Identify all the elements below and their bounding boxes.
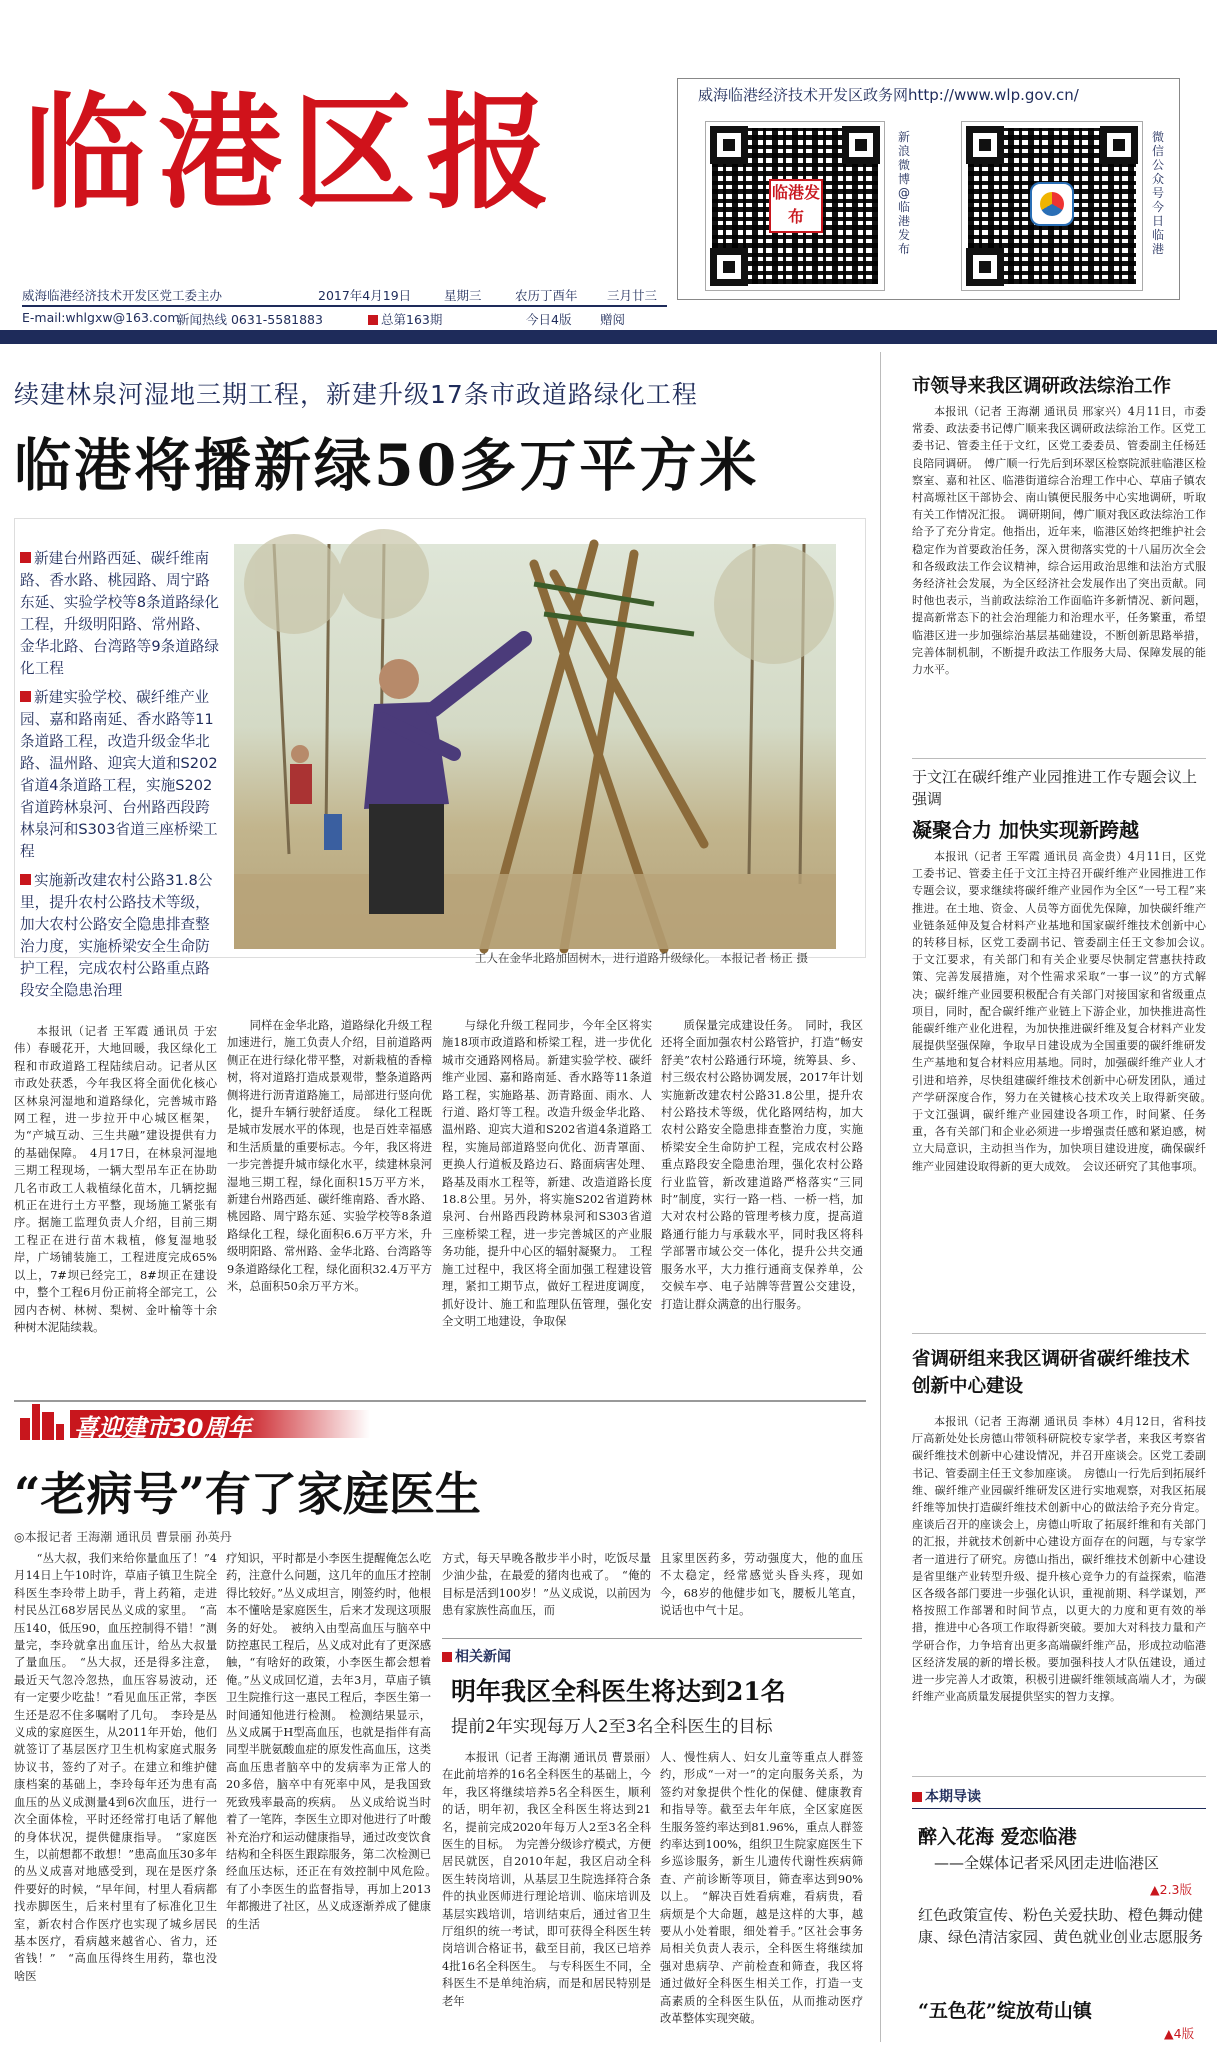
related-marker-icon [442, 1652, 452, 1662]
section-divider [14, 1400, 866, 1402]
weibo-caption: 新浪微博@临港发布 [898, 130, 911, 256]
s3-body: 本报讯（记者 王海潮 通讯员 李林）4月12日，省科技厅高新处处长房德山带领科研院校专家学者，来我区考察省碳纤维技术创新中心建设情况，并召开座谈会。区党工委副书记、管委副主任王文参加座谈。 房德山一行先后到拓展纤维、碳纤维产业园碳纤维研发区进行实地观察，对我区拓展纤维等加快打造碳纤维技术创新中心的做法给予充分肯定。座谈后召开的座谈会上，房德山听取了拓展纤维和有关部门的汇报，并就技术创新中心建设方面存在的问题，与专家学者一道进行了研究。房德山指出，碳纤维技术创新中心建设是省里继产业转型升级、提升核心竞争力的有益探索，临港区各级各部门要进一步强化认识，重视前期、科学谋划，严格按照工作部署和时间节点，以更大的力度和更有效的举措，推进中心各项工作取得新突破。要加大对科技力量和产学研合作，力争培育出更多高端碳纤维产品，形成拉动临港区经济发展的新的增长极。要加强科技人才队伍建设，通过进一步完善人才政策，积极引进碳纤维领域高端人才，为碳纤维产业高质量发展提供坚实的智力支撑。 [912, 1415, 1206, 1704]
lead-photo-art [234, 544, 836, 949]
guide-headline-1: 醉入花海 爱恋临港 [918, 1826, 1077, 1848]
guide-label: 本期导读 [925, 1789, 981, 1805]
website-link[interactable]: 威海临港经济技术开发区政务网http://www.wlp.gov.cn/ [698, 86, 1079, 104]
lunar-year: 农历丁酉年 [515, 288, 578, 303]
guide-marker-icon [912, 1792, 922, 1802]
anniversary-headline: “老病号”有了家庭医生 [14, 1467, 481, 1521]
right-col-divider [880, 352, 881, 2042]
lead-col-2: 同样在金华北路，道路绿化升级工程加速进行，施工负责人介绍，目前道路两侧正在进行绿化带平整，对新栽植的香樟树，将对道路打造成景观带，整条道路两侧将进行沥青道路施工，局部进行竖向优化，提升车辆行驶舒适度。 绿化工程既是城市发展水平的体现，也是百姓幸福感和生活质量的重要标志。今年，我区将进一步完善提升城市绿化水平，续建林泉河湿地三期工程，绿化面积15万平方米，新建台州路西延、碳纤维南路、香水路、桃园路、周宁路东延、实验学校等8条道路绿化工程，绿化面积6.6万平方米，升级明阳路、常州路、金华北路、台湾路等9条道路绿化工程，绿化面积32.4万平方米，总面积50余万平方米。 [227, 1019, 432, 1294]
lead-photo [234, 544, 836, 949]
lead-kicker: 续建林泉河湿地三期工程，新建升级17条市政道路绿化工程 [14, 380, 698, 409]
lead-col-4: 质保量完成建设任务。 同时，我区还将全面加强农村公路管护，打造“畅安舒美”农村公路通行环境，统筹县、乡、村三级农村公路协调发展，2017年计划实施新改建农村公路31.8公里，提升农村公路技术等级，优化路网结构，加大农村公路安全隐患排查整治力度，实施桥梁安全生命防护工程，完成农村公路重点路段安全隐患治理，强化农村公路行业监管，新改建道路严格落实“三同时”制度，实行一路一档、一桥一档，加大对农村公路的管理考核力度，提高道路通行能力与承载水平，同时我区将科学部署市域公交一体化，提升公共交通服务水平，大力推行通商支保养单，公交候车亭、电子站牌等营置公交建设，打造让群众满意的出行服务。 [661, 1019, 863, 1311]
price: 赠阅 [600, 312, 626, 327]
anniv-col-1: “丛大叔，我们来给你量血压了！”4月14日上午10时许，草庙子镇卫生院全科医生李玲带上助手，背上药箱，走进村民丛江68岁居民丛义成的家里。 “高压140，低压90，血压控制得不错！”测量完，李玲就拿出血压计，给丛大叔量了量血压。 “丛大叔，还是得多注意，最近天气忽冷忽热，血压容易波动，还有一定要少吃盐！”看见血压正常，李医生还是忍不住多嘱咐了几句。 李玲是丛义成的家庭医生，从2011年开始，他们就签订了基层医疗卫生机构家庭式服务协议书，签约了对子。在建立和维护健康档案的基础上，李玲每年还为患有高血压的丛义成测量4到6次血压，进行一次全面体检，平时还经常打电话了解他的身体状况，提供健康指导。 “家庭医生，以前想都不敢想！”患高血压30多年的丛义成喜对地感受到，现在是医疗条件要好的时候，“早年间，村里人看病都找赤脚医生，后来村里有了标准化卫生室，新农村合作医疗也实现了城乡居民基本医疗，看病越来越省心、省力，还省钱！” “高血压得终生用药，靠也没啥医 [14, 1552, 217, 1983]
issue-number: 总第163期 [381, 312, 443, 327]
s1-headline: 市领导来我区调研政法综治工作 [912, 376, 1172, 397]
related-label: 相关新闻 [455, 1649, 511, 1665]
issue-date: 2017年4月19日 [318, 288, 412, 303]
news-hotline: 新闻热线 0631-5581883 [177, 312, 323, 327]
lead-bullet: 新建台州路西延、碳纤维南路、香水路、桃园路、周宁路东延、实验学校等8条道路绿化工程，升级明阳路、常州路、金华北路、台湾路等9条道路绿化工程 [20, 550, 220, 677]
guide-page-2[interactable]: ▲4版 [1164, 2026, 1195, 2041]
issue-weekday: 星期三 [444, 288, 482, 303]
masthead-rule [22, 305, 667, 307]
related-col-1: 本报讯（记者 王海潮 通讯员 曹景丽）在此前培养的16名全科医生的基础上，今年，我区将继续培养5名全科医生，顺利的话，明年初，我区全科医生将达到21名，提前完成2020年每万人2至3名全科医生的目标。 为完善分级诊疗模式，方便居民就医，自2010年起，我区启动全科医生转岗培训，从基层卫生院选择符合条件的执业医师进行理论培训、临床培训及基层实践培训，培训结束后，通过省卫生厅组织的统一考试，即可获得全科医生转岗培训合格证书，截至目前，我区已培养4批16名全科医生。 与专科医生不同，全科医生不是单纯治病，而是和居民特别是老年 [442, 1751, 651, 2008]
contact-email: E-mail:whlgxw@163.com [22, 310, 180, 325]
lunar-day: 三月廿三 [607, 288, 658, 303]
s1-body: 本报讯（记者 王海潮 通讯员 邢家兴）4月11日，市委常委、政法委书记傅广顺来我区调研政法综治工作。区党工委书记、管委主任于文红，区党工委委员、管委副主任杨廷良陪同调研。 傅广顺一行先后到环翠区检察院派驻临港区检察室、嘉和社区、临港街道综合治理工作中心、草庙子镇农村高塬社区干部协会、南山镇便民服务中心实地调研，听取有关工作情况汇报。 调研期间，傅广顺对我区政法综治工作给予了充分肯定。他指出，近年来，临港区始终把维护社会稳定作为首要政治任务，深入贯彻落实党的十八届历次全会和各级政法工作会议精神，综合运用政治思维和法治方式服务经济社会发展，为全区经济社会发展作出了突出贡献。同时他也表示，当前政法综治工作面临许多新情况、新问题，提高新常态下的社会治理能力和治理水平，任务繁重，希望临港区进一步加强综治基层基础建设，不断创新思路举措，完善体制机制，不断提升政法工作服务大局、保障发展的能力水平。 [912, 405, 1206, 677]
guide-page-1[interactable]: ▲2.3版 [1150, 1882, 1192, 1897]
guide-body: 红色政策宣传、粉色关爱扶助、橙色舞动健康、绿色清洁家园、黄色就业创业志愿服务 [918, 1906, 1204, 1946]
s2-kicker: 于文江在碳纤维产业园推进工作专题会议上强调 [912, 768, 1198, 808]
lead-headline: 临港将播新绿50多万平方米 [14, 432, 760, 499]
guide-headline-2: “五色花”绽放苟山镇 [918, 2000, 1092, 2022]
publisher-line: 威海临港经济技术开发区党工委主办 [22, 288, 223, 303]
top-rule [0, 330, 1217, 344]
related-headline: 明年我区全科医生将达到21名 [451, 1677, 786, 1706]
photo-caption: 工人在金华北路加固树木，进行道路升级绿化。 本报记者 杨正 摄 [475, 951, 808, 965]
bullet-square-icon [20, 691, 31, 702]
anniv-col-3: 方式，每天早晚各散步半小时，吃饭尽量少油少盐，在最爱的猪肉也戒了。 “俺的目标是活到100岁！”丛义成说，以前因为患有家族性高血压，而 [442, 1552, 651, 1618]
city-skyline-icon [20, 1396, 66, 1440]
wechat-caption: 微信公众号今日临港 [1152, 130, 1165, 256]
s2-body: 本报讯（记者 王军霞 通讯员 高金贵）4月11日，区党工委书记、管委主任于文江主持召开碳纤维产业园推进工作专题会议，要求继续将碳纤维产业园作为全区“一号工程”来推进。在土地、资金、人员等方面优先保障，加快碳纤维产业链条延伸及复合材料产业基地和国家碳纤维技术创新中心的转移目标，区党工委副书记、管委副主任王文参加会议。 于文江要求，有关部门和有关企业要尽快制定营惠扶持政策、完善发展措施，对个性需求采取“一事一议”的方式解决；碳纤维产业园要积极配合有关部门对接国家和省级重点项目，同时，配合碳纤维产业链上下游企业，加快推进高性能碳纤维产业化进程，为加快推进碳纤维及复合材料产业发展提供坚强保障，争取早日建设成为全国重要的碳纤维研发生产基地和复合材料应用基地。同时，加强碳纤维产业人才引进和培养，尽快组建碳纤维技术创新中心研发团队，通过产学研深度合作，努力在关键核心技术攻关上取得新突破。 于文江强调，碳纤维产业园建设各项工作，时间紧、任务重，各有关部门和企业必须进一步增强责任感和紧迫感，树立大局意识，主动担当作为，加快项目建设进度，确保碳纤维产业园建设取得新的更大成效。 会议还研究了其他事项。 [912, 850, 1217, 1173]
guide-sub-1: ——全媒体记者采风团走进临港区 [934, 1854, 1160, 1872]
s2-headline: 凝聚合力 加快实现新跨越 [912, 818, 1139, 842]
related-rule [442, 1638, 862, 1639]
linkang-fabu-logo: 临港发布 [769, 179, 823, 233]
wechat-logo-icon [1030, 182, 1074, 226]
lead-bullet: 新建实验学校、碳纤维产业园、嘉和路南延、香水路等11条道路工程，改造升级金华北路、温州路、迎宾大道和S202省道4条道路工程，实施S202省道跨林泉河、台州路西段跨林泉河和S303省道三座桥梁工程 [20, 689, 218, 860]
anniversary-byline: ◎本报记者 王海潮 通讯员 曹景丽 孙英丹 [14, 1530, 232, 1544]
anniv-col-4: 且家里医药多，劳动强度大，他的血压不太稳定，经常感觉头昏头疼，现如今，68岁的他健步如飞，腰板儿笔直，说话也中气十足。 [660, 1552, 863, 1618]
page-count: 今日4版 [526, 312, 572, 327]
lead-bullet: 实施新改建农村公路31.8公里，提升农村公路技术等级，加大农村公路安全隐患排查整治力度，实施桥梁安全生命防护工程，完成农村公路重点路段安全隐患治理 [20, 872, 213, 999]
s2-rule [912, 1333, 1206, 1334]
bullet-square-icon [20, 552, 31, 563]
lead-col-3: 与绿化升级工程同步，今年全区将实施18项市政道路和桥梁工程，进一步优化城市交通路网格局。新建实验学校、碳纤维产业园、嘉和路南延、香水路等11条道路工程，实施路基、沥青路面、雨水、人行道、路灯等工程。改造升级金华北路、温州路、迎宾大道和S202省道4条道路工程，实施局部道路竖向优化、沥青罩面、更换人行道板及路边石、路面病害处理、路基及雨水工程等，新建、改造道路长度18.8公里。另外，将实施S202省道跨林泉河、台州路西段跨林泉河和S303省道三座桥梁工程，进一步完善城区的产业服务功能，提升中心区的辐射凝聚力。 工程施工过程中，我区将全面加强工程建设管理，紧扣工期节点，做好工程进度调度，抓好设计、施工和监理队伍管理，强化安全文明工地建设，争取保 [442, 1019, 652, 1328]
weibo-qr [706, 122, 884, 290]
wechat-qr [962, 122, 1142, 290]
lead-bullets [20, 548, 224, 1002]
issue-marker-icon [368, 315, 378, 325]
related-col-2: 人、慢性病人、妇女儿童等重点人群签约，形成“一对一”的定向服务关系，为签约对象提供个性化的保健、健康教育和指导等。截至去年年底，全区家庭医生服务签约率达到81.96%，重点人群签约率达到100%，组织卫生院家庭医生下乡巡诊服务，新生儿遗传代谢性疾病筛查、产前诊断等项目，筛查率达到90%以上。 “解决百姓看病难，看病贵，看病烦是个大命题，越是这样的大事，越要从小处着眼，细处着手。”区社会事务局相关负责人表示，全科医生将继续加强对患病孕、产前检查和筛查，我区将通过做好全科医生相关工作，打造一支高素质的全科医生队伍，从而推动医疗改革整体实现突破。 [660, 1751, 863, 2026]
guide-label-rule [912, 1808, 1206, 1809]
related-subheadline: 提前2年实现每万人2至3名全科医生的目标 [451, 1717, 773, 1737]
s3-headline: 省调研组来我区调研省碳纤维技术创新中心建设 [912, 1349, 1190, 1397]
bullet-square-icon [20, 874, 31, 885]
guide-rule [912, 1776, 1206, 1777]
anniversary-banner: 喜迎建市30周年 [74, 1414, 252, 1442]
masthead-title: 临港区报 [24, 81, 561, 226]
s1-rule [912, 758, 1206, 759]
lead-col-1: 本报讯（记者 王军霞 通讯员 于宏伟）春暖花开，大地回暖，我区绿化工程和市政道路工程陆续启动。记者从区市政处获悉，今年我区将全面优化核心区林泉河湿地和道路绿化，完善城市路网工程，进一步拉开中心城区框架，为“产城互动、三生共融”建设提供有力的基础保障。 4月17日，在林泉河湿地三期工程现场，一辆大型吊车正在协助几名市政工人栽植绿化苗木，几辆挖掘机正在进行土方平整，现场施工紧张有序。据施工监理负责人介绍，目前三期工程正在进行苗木栽植，修复湿地驳岸，广场铺装施工，工程进度完成65%以上，7#坝已经完工，8#坝正在建设中，整个工程6月份正前将全部完工，公园内杏树、林树、梨树、金叶榆等十余种树木泥陆续栽。 [14, 1025, 217, 1334]
anniv-col-2: 疗知识，平时都是小李医生提醒俺怎么吃药，注意什么问题，这几年的血压才控制得比较好。”丛义成坦言，刚签约时，他根本不懂啥是家庭医生，后来才发现这项服务的好处。 被纳入由型高血压与脑卒中防控惠民工程后，丛义成对此有了更深感触，“有啥好的政策，小李医生都会想着俺。”丛义成回忆道，去年3月，草庙子镇卫生院推行这一惠民工程后，李医生第一时间通知他进行检测。 检测结果显示，丛义成属于H型高血压，也就是指伴有高同型半胱氨酸血症的原发性高血压，这类高血压患者脑卒中的发病率为正常人的20多倍，脑卒中有死率中风，是我国致死致残率最高的疾病。 丛义成给说当时着了一笔阵，李医生立即对他进行了叶酸补充治疗和运动健康指导，通过改变饮食结构和全科医生跟踪服务，第二次检测已经血压达标，还正在有效控制中风危险。 有了小李医生的监督指导，再加上2013年都搬进了社区，丛义成逐渐养成了健康的生活 [226, 1552, 443, 1931]
